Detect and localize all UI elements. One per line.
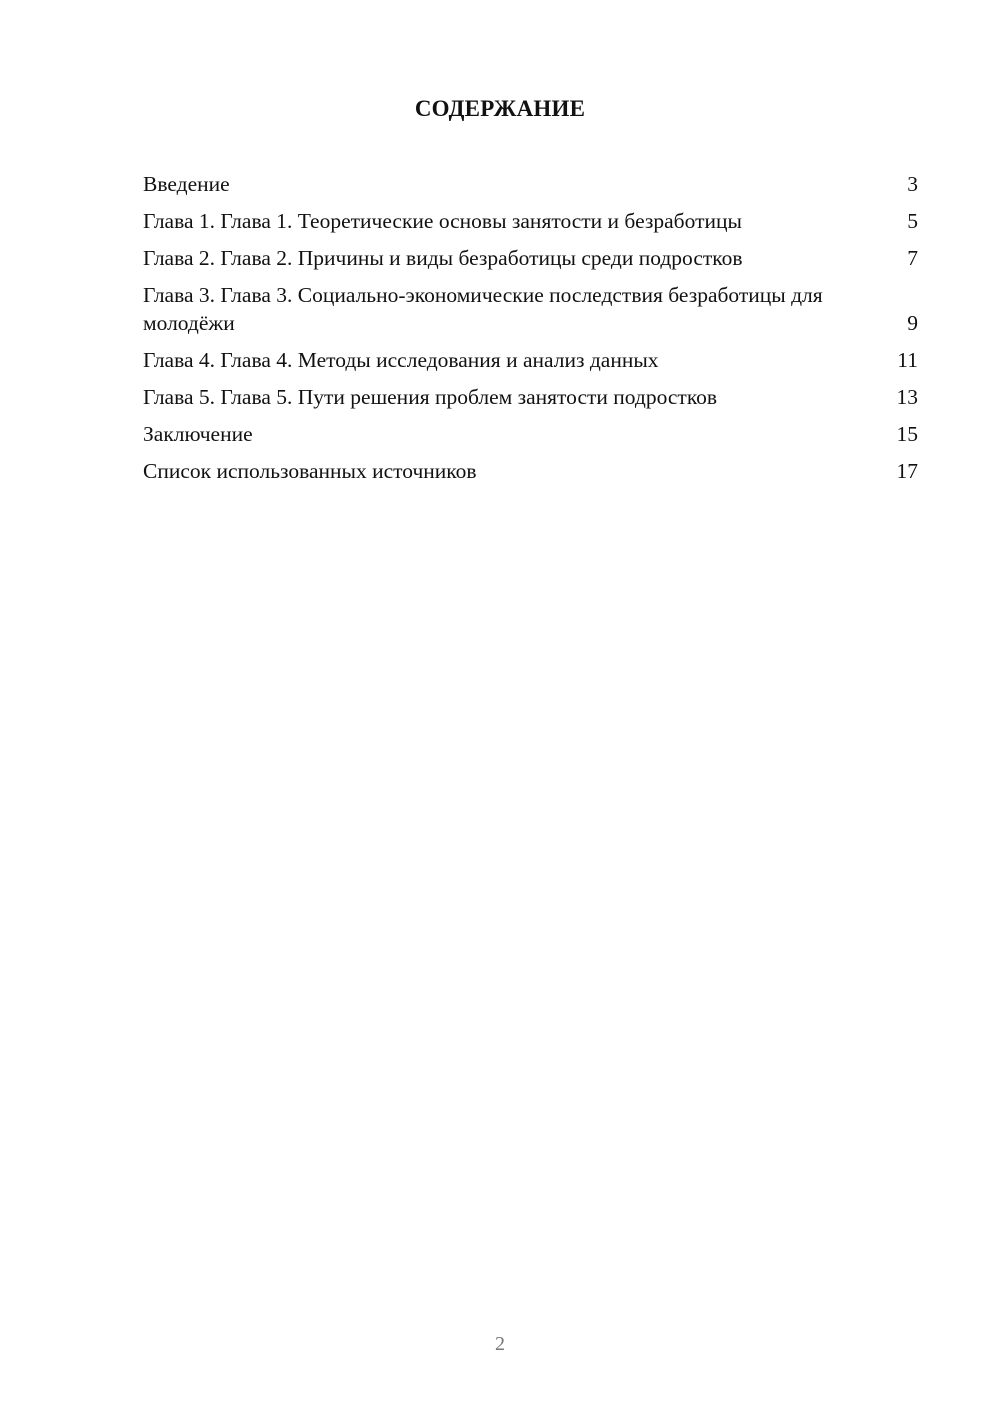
toc-entry-page: 13 bbox=[896, 385, 918, 409]
toc-entry-label: Введение bbox=[143, 172, 230, 196]
toc-entry-chapter-5 bbox=[143, 383, 918, 411]
toc-entry-chapter-3 bbox=[143, 281, 918, 337]
toc-entry-page: 17 bbox=[896, 459, 918, 483]
toc-entry-page: 15 bbox=[896, 422, 918, 446]
toc-entry-label: Список использованных источников bbox=[143, 459, 477, 483]
toc-entry-label: Глава 1. Глава 1. Теоретические основы занятости и безработицы bbox=[143, 209, 742, 233]
page-title: СОДЕРЖАНИЕ bbox=[414, 96, 586, 121]
page-number: 2 bbox=[495, 1333, 505, 1355]
toc-entry-page: 3 bbox=[907, 172, 918, 196]
toc-entry-page: 11 bbox=[897, 348, 918, 372]
toc-entry-chapter-4 bbox=[143, 346, 918, 374]
toc-entry-page: 5 bbox=[907, 209, 918, 233]
table-of-contents bbox=[143, 170, 918, 494]
toc-entry-chapter-1 bbox=[143, 207, 918, 235]
toc-entry-conclusion bbox=[143, 420, 918, 448]
toc-entry-page: 7 bbox=[907, 246, 918, 270]
toc-entry-label: Заключение bbox=[143, 422, 253, 446]
toc-entry-label: Глава 5. Глава 5. Пути решения проблем занятости подростков bbox=[143, 385, 718, 409]
toc-entry-chapter-2 bbox=[143, 244, 918, 272]
toc-entry-label: Глава 2. Глава 2. Причины и виды безработицы среди подростков bbox=[143, 246, 743, 270]
toc-entry-introduction bbox=[143, 170, 918, 198]
toc-entry-label: Глава 3. Глава 3. Социально-экономические последствия безработицы для молодёжи bbox=[143, 283, 823, 335]
toc-entry-references bbox=[143, 457, 918, 485]
toc-entry-label: Глава 4. Глава 4. Методы исследования и анализ данных bbox=[143, 348, 659, 372]
toc-entry-page: 9 bbox=[907, 311, 918, 335]
